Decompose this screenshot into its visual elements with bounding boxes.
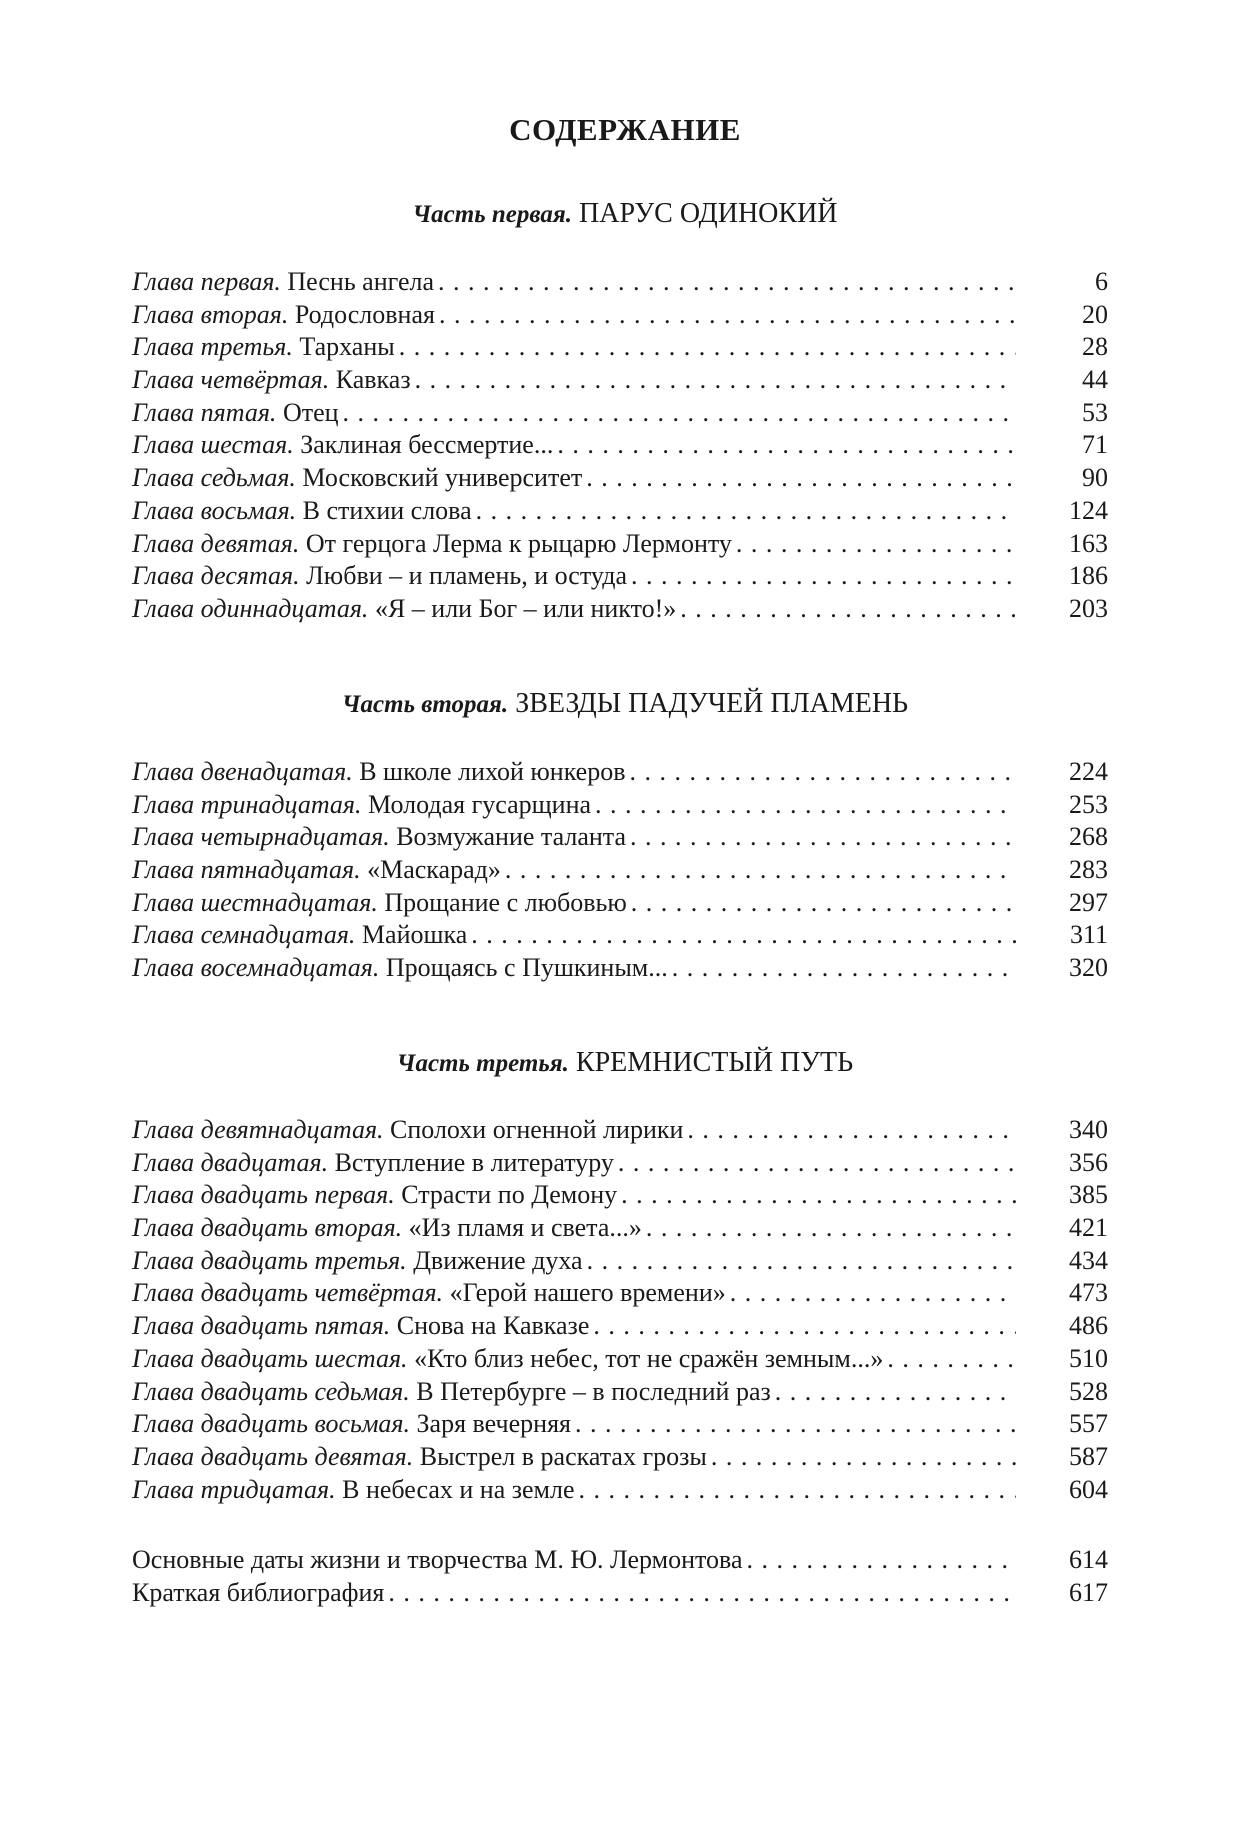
page-number: 253	[1069, 789, 1108, 819]
page-number: 434	[1069, 1245, 1108, 1275]
chapter-title: «Герой нашего времени»	[449, 1278, 726, 1308]
toc-entry[interactable]	[132, 1179, 1108, 1212]
page-number: 124	[1069, 495, 1108, 525]
dot-leader	[631, 887, 1016, 920]
toc-entry[interactable]	[132, 1310, 1108, 1343]
toc-entry[interactable]	[132, 495, 1108, 528]
page-number: 311	[1069, 920, 1108, 950]
toc-entry[interactable]	[132, 1544, 1108, 1577]
page-number: 614	[1069, 1545, 1108, 1574]
dot-leader	[471, 919, 1016, 952]
dot-leader	[579, 1474, 1016, 1507]
dot-leader	[438, 266, 1016, 299]
toc-entry[interactable]	[132, 1441, 1108, 1474]
chapter-number: Глава третья.	[132, 332, 293, 362]
chapter-title: Снова на Кавказе	[396, 1311, 590, 1341]
chapter-title: Выстрел в раскатах грозы	[419, 1441, 707, 1471]
dot-leader	[593, 1310, 1016, 1343]
page-number: 528	[1069, 1376, 1108, 1406]
page-number: 486	[1069, 1311, 1108, 1341]
toc-entry[interactable]	[132, 1114, 1108, 1147]
part-name: ПАРУС ОДИНОКИЙ	[579, 198, 838, 229]
dot-leader	[586, 462, 1016, 495]
page-number: 6	[1095, 267, 1108, 296]
toc-entry[interactable]	[132, 1212, 1108, 1245]
part-label: Часть первая.	[412, 201, 572, 228]
toc-entry[interactable]	[132, 919, 1108, 952]
chapter-number: Глава двадцать восьмая.	[132, 1409, 411, 1439]
chapter-title: Вступление в литературу	[334, 1147, 614, 1177]
toc-entry[interactable]	[132, 462, 1108, 495]
page-title: СОДЕРЖАНИЕ	[509, 112, 741, 147]
page-number: 44	[1082, 365, 1108, 395]
chapter-number: Глава шестнадцатая.	[132, 887, 378, 917]
dot-leader	[439, 299, 1016, 332]
part-name: КРЕМНИСТЫЙ ПУТЬ	[575, 1047, 854, 1078]
chapter-title: Песнь ангела	[287, 267, 435, 296]
page-number: 224	[1069, 757, 1108, 786]
dot-leader	[476, 495, 1016, 528]
chapter-number: Глава двадцатая.	[132, 1147, 329, 1177]
chapter-number: Глава девятая.	[132, 528, 300, 558]
chapter-title: Основные даты жизни и творчества М. Ю. Лермонтова	[132, 1545, 743, 1574]
page-number: 510	[1069, 1343, 1108, 1373]
page-number: 604	[1069, 1474, 1108, 1504]
toc-entry[interactable]	[132, 1474, 1108, 1507]
part-heading	[0, 688, 1250, 720]
chapter-number: Глава тридцатая.	[132, 1474, 336, 1504]
page-number: 340	[1069, 1115, 1108, 1144]
chapter-number: Глава двадцать первая.	[132, 1180, 395, 1210]
dot-leader	[595, 789, 1016, 822]
chapter-title: Страсти по Демону	[401, 1180, 618, 1210]
page-number: 90	[1082, 463, 1108, 493]
chapter-title: Краткая библиография	[132, 1577, 385, 1607]
chapter-number: Глава двенадцатая.	[132, 757, 353, 786]
page-number: 320	[1069, 953, 1108, 983]
dot-leader	[505, 854, 1016, 887]
part-heading	[0, 1047, 1250, 1079]
chapter-title: В школе лихой юнкеров	[359, 757, 626, 786]
part-label: Часть третья.	[396, 1050, 569, 1077]
chapter-title: Молодая гусарщина	[368, 789, 592, 819]
page-number: 421	[1069, 1213, 1108, 1243]
chapter-title: Сполохи огненной лирики	[390, 1115, 684, 1144]
dot-leader	[399, 331, 1016, 364]
chapter-title: Московский университет	[302, 463, 583, 493]
toc-entry[interactable]	[132, 1577, 1108, 1610]
chapter-number: Глава первая.	[132, 267, 281, 296]
part-heading	[0, 198, 1250, 230]
toc-entry[interactable]	[132, 299, 1108, 332]
toc-entry[interactable]	[132, 821, 1108, 854]
page-number: 557	[1069, 1409, 1108, 1439]
toc-entry[interactable]	[132, 952, 1108, 985]
chapter-number: Глава девятнадцатая.	[132, 1115, 384, 1144]
chapter-number: Глава восемнадцатая.	[132, 953, 380, 983]
toc-list-part-3	[132, 1114, 1108, 1506]
dot-leader	[631, 560, 1016, 593]
toc-entry[interactable]	[132, 397, 1108, 430]
toc-entry[interactable]	[132, 1147, 1108, 1180]
dot-leader	[343, 397, 1016, 430]
chapter-number: Глава одиннадцатая.	[132, 593, 369, 623]
chapter-number: Глава двадцать вторая.	[132, 1213, 403, 1243]
toc-entry[interactable]	[132, 756, 1108, 789]
dot-leader	[621, 1179, 1016, 1212]
chapter-number: Глава двадцать девятая.	[132, 1441, 414, 1471]
chapter-title: В стихии слова	[302, 495, 472, 525]
chapter-number: Глава четырнадцатая.	[132, 822, 390, 852]
toc-entry[interactable]	[132, 789, 1108, 822]
chapter-title: В небесах и на земле	[342, 1474, 575, 1504]
chapter-number: Глава шестая.	[132, 430, 294, 460]
chapter-title: «Я – или Бог – или никто!»	[374, 593, 677, 623]
chapter-title: Кавказ	[335, 365, 411, 395]
dot-leader	[557, 429, 1016, 462]
chapter-title: В Петербурге – в последний раз	[416, 1376, 771, 1406]
toc-entry[interactable]	[132, 1408, 1108, 1441]
page-number: 71	[1082, 430, 1108, 460]
dot-leader	[646, 1212, 1016, 1245]
chapter-number: Глава семнадцатая.	[132, 920, 356, 950]
page-number: 356	[1069, 1147, 1108, 1177]
dot-leader	[575, 1408, 1016, 1441]
toc-list-appendix	[132, 1544, 1108, 1609]
chapter-number: Глава двадцать седьмая.	[132, 1376, 410, 1406]
toc-entry[interactable]	[132, 1343, 1108, 1376]
chapter-title: Движение духа	[413, 1245, 583, 1275]
chapter-title: Заря вечерняя	[416, 1409, 572, 1439]
toc-entry[interactable]	[132, 854, 1108, 887]
dot-leader	[775, 1376, 1016, 1409]
chapter-number: Глава пятая.	[132, 397, 277, 427]
chapter-number: Глава четвёртая.	[132, 365, 330, 395]
chapter-title: Прощание с любовью	[384, 887, 627, 917]
toc-entry[interactable]	[132, 1245, 1108, 1278]
toc-entry[interactable]	[132, 528, 1108, 561]
chapter-number: Глава пятнадцатая.	[132, 855, 361, 885]
chapter-number: Глава двадцать четвёртая.	[132, 1278, 444, 1308]
dot-leader	[672, 952, 1016, 985]
dot-leader	[630, 756, 1017, 789]
chapter-title: Заклиная бессмертие...	[300, 430, 554, 460]
page-number: 268	[1069, 822, 1108, 852]
page-number: 385	[1069, 1180, 1108, 1210]
dot-leader	[630, 821, 1016, 854]
toc-entry[interactable]	[132, 429, 1108, 462]
chapter-title: Отец	[282, 397, 339, 427]
toc-list-part-2	[132, 756, 1108, 985]
toc-entry[interactable]	[132, 364, 1108, 397]
chapter-title: Родословная	[294, 299, 435, 329]
page-number: 617	[1069, 1577, 1108, 1607]
dot-leader	[618, 1147, 1016, 1180]
dot-leader	[711, 1441, 1016, 1474]
dot-leader	[887, 1343, 1016, 1376]
chapter-number: Глава двадцать шестая.	[132, 1343, 408, 1373]
toc-entry[interactable]	[132, 1277, 1108, 1310]
page-number: 587	[1069, 1441, 1108, 1471]
page-number: 203	[1069, 593, 1108, 623]
chapter-number: Глава восьмая.	[132, 495, 297, 525]
page-number: 20	[1082, 299, 1108, 329]
page-number: 53	[1082, 397, 1108, 427]
page-number: 186	[1069, 561, 1108, 591]
dot-leader	[747, 1544, 1016, 1577]
chapter-number: Глава двадцать третья.	[132, 1245, 407, 1275]
page-number: 163	[1069, 528, 1108, 558]
dot-leader	[388, 1577, 1016, 1610]
chapter-number: Глава десятая.	[132, 561, 300, 591]
page-number: 283	[1069, 855, 1108, 885]
page-number: 28	[1082, 332, 1108, 362]
toc-entry[interactable]	[132, 1376, 1108, 1409]
dot-leader	[736, 528, 1016, 561]
toc-entry[interactable]	[132, 593, 1108, 626]
dot-leader	[730, 1277, 1016, 1310]
dot-leader	[587, 1245, 1016, 1278]
page-number: 297	[1069, 887, 1108, 917]
chapter-title: «Из пламя и света...»	[408, 1213, 642, 1243]
chapter-title: Прощаясь с Пушкиным...	[385, 953, 668, 983]
chapter-title: Возмужание таланта	[396, 822, 627, 852]
toc-entry[interactable]	[132, 560, 1108, 593]
toc-entry[interactable]	[132, 331, 1108, 364]
chapter-number: Глава двадцать пятая.	[132, 1311, 391, 1341]
toc-entry[interactable]	[132, 887, 1108, 920]
part-label: Часть вторая.	[341, 691, 509, 718]
chapter-number: Глава седьмая.	[132, 463, 296, 493]
toc-entry[interactable]	[132, 266, 1108, 299]
dot-leader	[415, 364, 1016, 397]
chapter-title: От герцога Лерма к рыцарю Лермонту	[305, 528, 732, 558]
chapter-title: Майошка	[361, 920, 468, 950]
page-number: 473	[1069, 1278, 1108, 1308]
part-name: ЗВЕЗДЫ ПАДУЧЕЙ ПЛАМЕНЬ	[515, 688, 909, 719]
dot-leader	[687, 1114, 1016, 1147]
chapter-number: Глава вторая.	[132, 299, 289, 329]
chapter-title: «Маскарад»	[367, 855, 501, 885]
toc-list-part-1	[132, 266, 1108, 626]
chapter-number: Глава тринадцатая.	[132, 789, 362, 819]
chapter-title: Любви – и пламень, и остуда	[306, 561, 627, 591]
chapter-title: Тарханы	[299, 332, 395, 362]
dot-leader	[680, 593, 1016, 626]
chapter-title: «Кто близ небес, тот не сражён земным...»	[414, 1343, 884, 1373]
